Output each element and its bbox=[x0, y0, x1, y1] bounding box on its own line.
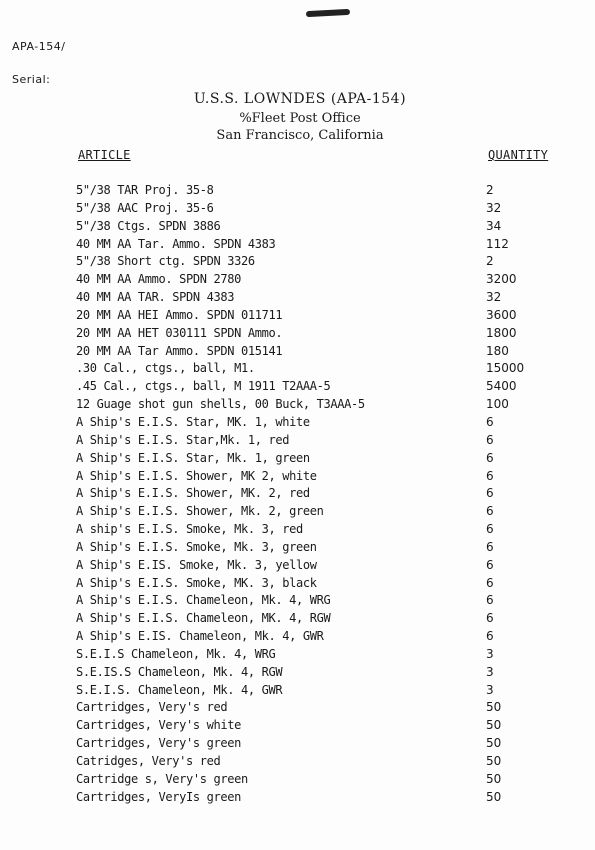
item-quantity: 5400 bbox=[486, 379, 517, 394]
item-article: A Ship's E.IS. Chameleon, Mk. 4, GWR bbox=[76, 629, 324, 644]
item-quantity: 6 bbox=[486, 450, 494, 465]
letterhead-city: San Francisco, California bbox=[216, 128, 384, 143]
item-article: Cartridges, VeryIs green bbox=[76, 789, 241, 804]
list-item bbox=[0, 307, 595, 325]
list-item bbox=[0, 182, 595, 200]
item-quantity: 32 bbox=[486, 290, 502, 305]
item-article: S.E.IS.S Chameleon, Mk. 4, RGW bbox=[76, 664, 283, 679]
item-quantity: 6 bbox=[486, 629, 494, 644]
ammunition-list bbox=[0, 182, 595, 807]
item-article: A Ship's E.IS. Smoke, Mk. 3, yellow bbox=[76, 557, 317, 572]
list-item bbox=[0, 521, 595, 539]
list-item bbox=[0, 771, 595, 789]
list-item bbox=[0, 289, 595, 307]
item-quantity: 50 bbox=[486, 736, 502, 751]
item-article: A Ship's E.I.S. Smoke, Mk. 3, green bbox=[76, 539, 317, 554]
column-header-quantity: QUANTITY bbox=[488, 148, 549, 162]
list-item bbox=[0, 610, 595, 628]
item-article: 40 MM AA TAR. SPDN 4383 bbox=[76, 290, 235, 305]
item-quantity: 32 bbox=[486, 200, 502, 215]
list-item bbox=[0, 360, 595, 378]
list-item bbox=[0, 218, 595, 236]
item-article: 20 MM AA Tar Ammo. SPDN 015141 bbox=[76, 343, 283, 358]
item-quantity: 6 bbox=[486, 611, 494, 626]
item-quantity: 180 bbox=[486, 343, 509, 358]
item-quantity: 34 bbox=[486, 218, 502, 233]
item-article: Cartridge s, Very's green bbox=[76, 771, 248, 786]
list-item bbox=[0, 628, 595, 646]
item-article: A ship's E.I.S. Smoke, Mk. 3, red bbox=[76, 522, 303, 537]
item-article: A Ship's E.I.S. Chameleon, Mk. 4, WRG bbox=[76, 593, 331, 608]
item-quantity: 112 bbox=[486, 236, 509, 251]
item-quantity: 50 bbox=[486, 700, 502, 715]
list-item bbox=[0, 271, 595, 289]
item-article: A Ship's E.I.S. Chameleon, MK. 4, RGW bbox=[76, 611, 331, 626]
list-item bbox=[0, 557, 595, 575]
item-quantity: 6 bbox=[486, 539, 494, 554]
item-article: A Ship's E.I.S. Star, Mk. 1, green bbox=[76, 450, 310, 465]
item-article: A Ship's E.I.S. Shower, MK 2, white bbox=[76, 468, 317, 483]
list-item bbox=[0, 664, 595, 682]
item-quantity: 6 bbox=[486, 432, 494, 447]
item-quantity: 3 bbox=[486, 682, 494, 697]
item-quantity: 100 bbox=[486, 397, 509, 412]
item-article: A Ship's E.I.S. Star,Mk. 1, red bbox=[76, 432, 290, 447]
item-article: 12 Guage shot gun shells, 00 Buck, T3AAA-5 bbox=[76, 397, 365, 412]
reference-number: APA-154/ bbox=[12, 40, 66, 53]
letterhead-ship-name: U.S.S. LOWNDES (APA-154) bbox=[193, 91, 407, 107]
list-item bbox=[0, 717, 595, 735]
item-article: A Ship's E.I.S. Shower, MK. 2, red bbox=[76, 486, 310, 501]
list-item bbox=[0, 343, 595, 361]
item-article: A Ship's E.I.S. Smoke, MK. 3, black bbox=[76, 575, 317, 590]
item-quantity: 3600 bbox=[486, 307, 517, 322]
list-item bbox=[0, 414, 595, 432]
list-item bbox=[0, 378, 595, 396]
list-item bbox=[0, 646, 595, 664]
item-quantity: 50 bbox=[486, 771, 502, 786]
list-item bbox=[0, 735, 595, 753]
list-item bbox=[0, 325, 595, 343]
list-item bbox=[0, 485, 595, 503]
item-article: 20 MM AA HET 030111 SPDN Ammo. bbox=[76, 325, 283, 340]
item-quantity: 50 bbox=[486, 754, 502, 768]
item-quantity: 6 bbox=[486, 522, 494, 537]
list-item bbox=[0, 253, 595, 271]
item-article: S.E.I.S Chameleon, Mk. 4, WRG bbox=[76, 646, 276, 661]
item-article: A Ship's E.I.S. Star, MK. 1, white bbox=[76, 414, 310, 429]
item-article: 20 MM AA HEI Ammo. SPDN 011711 bbox=[76, 307, 283, 322]
list-item bbox=[0, 468, 595, 486]
item-quantity: 15000 bbox=[486, 361, 525, 376]
list-item bbox=[0, 503, 595, 521]
list-item bbox=[0, 236, 595, 254]
item-article: A Ship's E.I.S. Shower, Mk. 2, green bbox=[76, 504, 324, 519]
item-quantity: 3 bbox=[486, 646, 494, 661]
item-quantity: 6 bbox=[486, 593, 494, 608]
list-item bbox=[0, 789, 595, 807]
item-article: Cartridges, Very's red bbox=[76, 700, 228, 715]
item-quantity: 3 bbox=[486, 664, 494, 679]
item-article: 40 MM AA Ammo. SPDN 2780 bbox=[76, 272, 241, 287]
letterhead-post-office: %Fleet Post Office bbox=[239, 111, 361, 126]
item-quantity: 6 bbox=[486, 468, 494, 483]
item-article: .30 Cal., ctgs., ball, M1. bbox=[76, 361, 255, 376]
list-item bbox=[0, 432, 595, 450]
list-item bbox=[0, 699, 595, 717]
column-header-article: ARTICLE bbox=[78, 148, 131, 162]
item-article: 40 MM AA Tar. Ammo. SPDN 4383 bbox=[76, 236, 276, 251]
item-quantity: 50 bbox=[486, 718, 502, 733]
item-article: 5"/38 Ctgs. SPDN 3886 bbox=[76, 218, 221, 233]
list-item bbox=[0, 200, 595, 218]
item-quantity: 50 bbox=[486, 789, 502, 804]
list-item bbox=[0, 592, 595, 610]
item-article: 5"/38 Short ctg. SPDN 3326 bbox=[76, 254, 255, 269]
list-item bbox=[0, 396, 595, 414]
item-quantity: 6 bbox=[486, 575, 494, 590]
serial-label: Serial: bbox=[12, 73, 51, 86]
item-quantity: 1800 bbox=[486, 325, 517, 340]
item-quantity: 6 bbox=[486, 414, 494, 429]
item-quantity: 6 bbox=[486, 486, 494, 501]
item-quantity: 6 bbox=[486, 504, 494, 519]
list-item bbox=[0, 753, 595, 771]
item-article: S.E.I.S. Chameleon, Mk. 4, GWR bbox=[76, 682, 283, 697]
item-quantity: 2 bbox=[486, 183, 494, 197]
item-article: 5"/38 AAC Proj. 35-6 bbox=[76, 200, 214, 215]
item-article: Catridges, Very's red bbox=[76, 754, 221, 768]
item-article: Cartridges, Very's green bbox=[76, 736, 241, 751]
list-item bbox=[0, 575, 595, 593]
item-article: 5"/38 TAR Proj. 35-8 bbox=[76, 183, 214, 197]
list-item bbox=[0, 682, 595, 700]
item-article: .45 Cal., ctgs., ball, M 1911 T2AAA-5 bbox=[76, 379, 331, 394]
ink-mark bbox=[306, 9, 350, 17]
item-article: Cartridges, Very's white bbox=[76, 718, 241, 733]
item-quantity: 3200 bbox=[486, 272, 517, 287]
list-item bbox=[0, 539, 595, 557]
item-quantity: 2 bbox=[486, 254, 494, 269]
list-item bbox=[0, 450, 595, 468]
item-quantity: 6 bbox=[486, 557, 494, 572]
